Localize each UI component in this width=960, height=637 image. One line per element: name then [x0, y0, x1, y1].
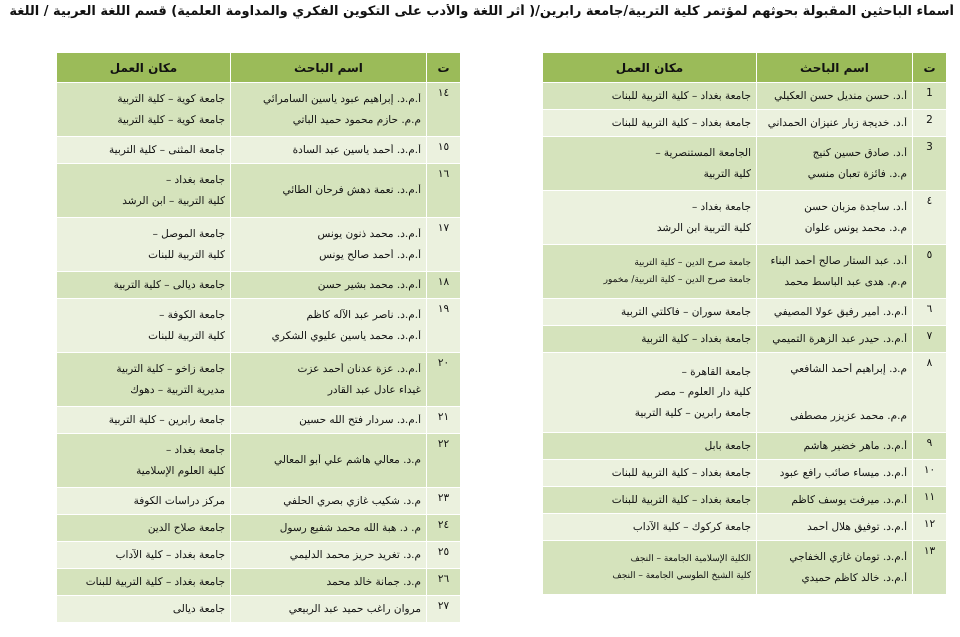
workplace: جامعة صرح الدين – كلية التربية/ مخمور: [603, 274, 751, 285]
researcher-name: أ.م.د. تومان غازي الخفاجي: [789, 551, 907, 564]
row-number: ٢٠: [427, 353, 461, 407]
researcher-names-cell: [757, 299, 913, 326]
workplace-cell: [57, 272, 231, 299]
table-row: [543, 191, 947, 245]
workplace: كلية العلوم الإسلامية: [136, 464, 225, 477]
researcher-name: أ.م.د. خالد كاظم حميدي: [801, 571, 907, 584]
row-number: ٤: [913, 191, 947, 245]
researcher-name: أ.م.د. محمد ياسين عليوي الشكري: [271, 329, 421, 342]
table-row: [543, 299, 947, 326]
table-row: [57, 299, 461, 353]
table-row: [57, 83, 461, 137]
workplace: جامعة رابرين – كلية التربية: [634, 406, 751, 419]
researcher-name: أ.م.د. سردار فتح الله حسين: [299, 413, 421, 426]
workplace-cell: [57, 83, 231, 137]
workplace: كلية دار العلوم – مصر: [655, 386, 751, 399]
workplace: جامعة سوران – فاكلتي التربية: [621, 305, 751, 318]
researcher-name: م.م. هدى عبد الباسط محمد: [784, 275, 907, 288]
workplace-cell: [543, 326, 757, 353]
researcher-name: م.د. معالي هاشم علي أبو المعالي: [273, 454, 421, 467]
researcher-name: غيداء عادل عبد القادر: [327, 383, 421, 396]
researcher-names-cell: [757, 433, 913, 460]
workplace: جامعة المثنى – كلية التربية: [109, 143, 225, 156]
researcher-names-cell: [231, 218, 427, 272]
header-place: مكان العمل: [543, 53, 757, 83]
workplace: مديرية التربية – دهوك: [130, 383, 225, 396]
header-num: ت: [427, 53, 461, 83]
researcher-name: أ.د. صادق حسين كنيج: [812, 147, 907, 160]
row-number: ٢٢: [427, 434, 461, 488]
workplace-cell: [543, 460, 757, 487]
table-row: [57, 353, 461, 407]
researcher-name: م.د. إبراهيم أحمد الشافعي: [790, 363, 907, 376]
table-row: [543, 514, 947, 541]
row-number: ٢١: [427, 407, 461, 434]
workplace-cell: [543, 541, 757, 595]
workplace: كلية التربية: [703, 167, 751, 180]
researchers-table-left: [56, 52, 461, 623]
row-number: ١٣: [913, 541, 947, 595]
table-row: [543, 245, 947, 299]
researcher-name: أ.م.د. توفيق هلال أحمد: [807, 520, 907, 533]
workplace: جامعة ديالى: [172, 602, 225, 615]
table-row: [57, 515, 461, 542]
workplace: جامعة كركوك – كلية الآداب: [632, 520, 751, 533]
header-num: ت: [913, 53, 947, 83]
row-number: ١٩: [427, 299, 461, 353]
workplace-cell: [543, 137, 757, 191]
table-row: [543, 353, 947, 433]
workplace-cell: [543, 83, 757, 110]
researcher-name: م.م. حازم محمود حميد الباتي: [292, 113, 421, 126]
table-row: [543, 83, 947, 110]
row-number: ١٤: [427, 83, 461, 137]
row-number: ٨: [913, 353, 947, 433]
table-row: [57, 488, 461, 515]
table-row: [543, 110, 947, 137]
workplace: جامعة زاخو – كلية التربية: [116, 363, 225, 376]
workplace-cell: [543, 245, 757, 299]
workplace-cell: [543, 353, 757, 433]
researcher-name: أ.د. خديجة زبار عنيزان الحمداني: [767, 116, 907, 129]
table-row: [543, 541, 947, 595]
workplace-cell: [543, 110, 757, 137]
workplace-cell: [57, 137, 231, 164]
workplace-cell: [543, 299, 757, 326]
table-row: [57, 137, 461, 164]
table-row: [543, 137, 947, 191]
researcher-names-cell: [757, 514, 913, 541]
researcher-name: أ.م.د. أحمد ياسين عبد السادة: [292, 143, 421, 156]
researcher-names-cell: [757, 487, 913, 514]
row-number: ٢٤: [427, 515, 461, 542]
researcher-names-cell: [757, 83, 913, 110]
table-row: [57, 569, 461, 596]
header-name: اسم الباحث: [231, 53, 427, 83]
researcher-name: أ.م.د. ماهر خضير هاشم: [803, 439, 907, 452]
workplace-cell: [543, 487, 757, 514]
workplace-cell: [57, 407, 231, 434]
workplace: جامعة ديالى – كلية التربية: [113, 278, 225, 291]
row-number: ١٨: [427, 272, 461, 299]
row-number: ٩: [913, 433, 947, 460]
workplace: جامعة بغداد –: [691, 201, 751, 214]
researcher-name: أ.م.د. ميرفت يوسف كاظم: [791, 493, 907, 506]
researcher-name: أ.م.د. نعمة دهش فرحان الطائي: [282, 184, 421, 197]
workplace-cell: [57, 515, 231, 542]
workplace: كلية التربية – ابن الرشد: [122, 194, 225, 207]
researcher-names-cell: [757, 245, 913, 299]
row-number: ١٠: [913, 460, 947, 487]
workplace: كلية الشيخ الطوسي الجامعة – النجف: [612, 570, 751, 581]
workplace: جامعة بابل: [704, 439, 751, 452]
workplace: جامعة بغداد – كلية الآداب: [115, 548, 225, 561]
table-row: [543, 487, 947, 514]
row-number: 3: [913, 137, 947, 191]
table-row: [57, 218, 461, 272]
researcher-name: م.د. تغريد حريز محمد الدليمي: [289, 548, 421, 561]
table-row: [57, 542, 461, 569]
researcher-name: أ.م.د. عزة عدنان أحمد عزت: [297, 363, 421, 376]
researcher-names-cell: [757, 110, 913, 137]
row-number: ١٥: [427, 137, 461, 164]
researcher-names-cell: [231, 83, 427, 137]
workplace: كلية التربية ابن الرشد: [656, 221, 751, 234]
researcher-name: م.د. محمد يونس علوان: [804, 221, 907, 234]
workplace: جامعة صلاح الدين: [147, 521, 225, 534]
workplace-cell: [543, 433, 757, 460]
researcher-names-cell: [231, 542, 427, 569]
researcher-name: مروان راغب حميد عبد الربيعي: [288, 602, 421, 615]
table-row: [57, 407, 461, 434]
row-number: ١٧: [427, 218, 461, 272]
researcher-names-cell: [757, 541, 913, 595]
row-number: ٢٣: [427, 488, 461, 515]
workplace: كلية التربية للبنات: [148, 248, 225, 261]
researcher-names-cell: [757, 191, 913, 245]
workplace-cell: [57, 542, 231, 569]
researcher-name: أ.د. حسن منديل حسن العكيلي: [774, 89, 907, 102]
workplace-cell: [57, 596, 231, 623]
researcher-names-cell: [231, 299, 427, 353]
workplace: جامعة بغداد – كلية التربية للبنات: [611, 466, 751, 479]
researcher-name: م.د. فائزة تعبان منسي: [807, 167, 907, 180]
researcher-names-cell: [231, 137, 427, 164]
workplace: جامعة بغداد – كلية التربية للبنات: [611, 116, 751, 129]
row-number: 2: [913, 110, 947, 137]
researcher-name: أ.م.د. محمد بشير حسن: [317, 278, 421, 291]
workplace: الكلية الإسلامية الجامعة – النجف: [630, 554, 751, 565]
researcher-names-cell: [757, 460, 913, 487]
row-number: ١١: [913, 487, 947, 514]
workplace: جامعة بغداد –: [165, 444, 225, 457]
right-table-body: [543, 83, 947, 595]
workplace-cell: [57, 299, 231, 353]
workplace: جامعة الكوفة –: [159, 309, 225, 322]
header-name: اسم الباحث: [757, 53, 913, 83]
workplace: جامعة بغداد – كلية التربية: [641, 332, 751, 345]
workplace: جامعة القاهرة –: [681, 366, 751, 379]
table-row: [57, 164, 461, 218]
row-number: 1: [913, 83, 947, 110]
workplace: جامعة كوية – كلية التربية: [117, 113, 225, 126]
researcher-names-cell: [231, 407, 427, 434]
workplace-cell: [57, 218, 231, 272]
workplace-cell: [543, 191, 757, 245]
researcher-names-cell: [757, 326, 913, 353]
researchers-table-right: [542, 52, 947, 595]
researcher-names-cell: [231, 353, 427, 407]
workplace-cell: [543, 514, 757, 541]
researcher-name: م.د. جمانة خالد محمد: [326, 575, 421, 588]
table-row: [543, 460, 947, 487]
table-row: [57, 434, 461, 488]
table-row: [543, 326, 947, 353]
document-title: أسماء الباحثين المقبولة بحوثهم لمؤتمر كلية التربية/جامعة رابرين/( أثر اللغة والأدب على التكوين الفكري والمداومة العلمية) قسم اللغة العربية / اللغة: [9, 4, 954, 19]
row-number: ١٦: [427, 164, 461, 218]
workplace: جامعة كوية – كلية التربية: [117, 93, 225, 106]
left-table-body: [57, 83, 461, 623]
row-number: ٢٧: [427, 596, 461, 623]
researcher-names-cell: [231, 272, 427, 299]
workplace-cell: [57, 488, 231, 515]
researcher-names-cell: [231, 515, 427, 542]
workplace: جامعة بغداد – كلية التربية للبنات: [611, 89, 751, 102]
researcher-name: أ.م.د. حيدر عبد الزهرة التميمي: [772, 332, 907, 345]
researcher-name: م. د. هبة الله محمد شفيع رسول: [279, 521, 421, 534]
row-number: ٧: [913, 326, 947, 353]
workplace: الجامعة المستنصرية –: [655, 147, 751, 160]
researcher-name: أ.د. ساجدة مزبان حسن: [804, 201, 907, 214]
workplace: جامعة الموصل –: [152, 228, 225, 241]
workplace-cell: [57, 434, 231, 488]
researcher-names-cell: [231, 164, 427, 218]
researcher-names-cell: [757, 353, 913, 433]
researcher-name: أ.م.د. ناصر عبد الآله كاظم: [306, 309, 421, 322]
researcher-names-cell: [757, 137, 913, 191]
workplace-cell: [57, 569, 231, 596]
table-row: [57, 596, 461, 623]
researcher-names-cell: [231, 434, 427, 488]
researcher-name: م.م. محمد عزيزر مصطفى: [790, 409, 907, 422]
row-number: ٢٦: [427, 569, 461, 596]
researcher-names-cell: [231, 596, 427, 623]
workplace: جامعة بغداد – كلية التربية للبنات: [611, 493, 751, 506]
researcher-names-cell: [231, 488, 427, 515]
workplace: مركز دراسات الكوفة: [133, 494, 225, 507]
workplace: جامعة رابرين – كلية التربية: [108, 413, 225, 426]
researcher-name: م.د. شكيب غازي بصري الحلفي: [283, 494, 421, 507]
header-place: مكان العمل: [57, 53, 231, 83]
row-number: ١٢: [913, 514, 947, 541]
workplace: جامعة بغداد –: [165, 174, 225, 187]
workplace-cell: [57, 164, 231, 218]
researcher-name: أ.م.د. أحمد صالح يونس: [319, 248, 421, 261]
row-number: ٥: [913, 245, 947, 299]
row-number: ٢٥: [427, 542, 461, 569]
workplace: جامعة بغداد – كلية التربية للبنات: [85, 575, 225, 588]
researcher-name: أ.م.د. ميساء صائب رافع عبود: [779, 466, 907, 479]
researcher-names-cell: [231, 569, 427, 596]
workplace: جامعة صرح الدين – كلية التربية: [634, 258, 751, 269]
researcher-name: أ.د. عبد الستار صالح أحمد البناء: [770, 255, 907, 268]
workplace: كلية التربية للبنات: [148, 329, 225, 342]
table-row: [543, 433, 947, 460]
workplace-cell: [57, 353, 231, 407]
researcher-name: أ.م.د. محمد ذنون يونس: [317, 228, 421, 241]
table-row: [57, 272, 461, 299]
researcher-name: أ.م.د. إبراهيم عبود ياسين السامرائي: [262, 93, 421, 106]
row-number: ٦: [913, 299, 947, 326]
researcher-name: أ.م.د. أمير رفيق عولا المصيفي: [773, 305, 907, 318]
